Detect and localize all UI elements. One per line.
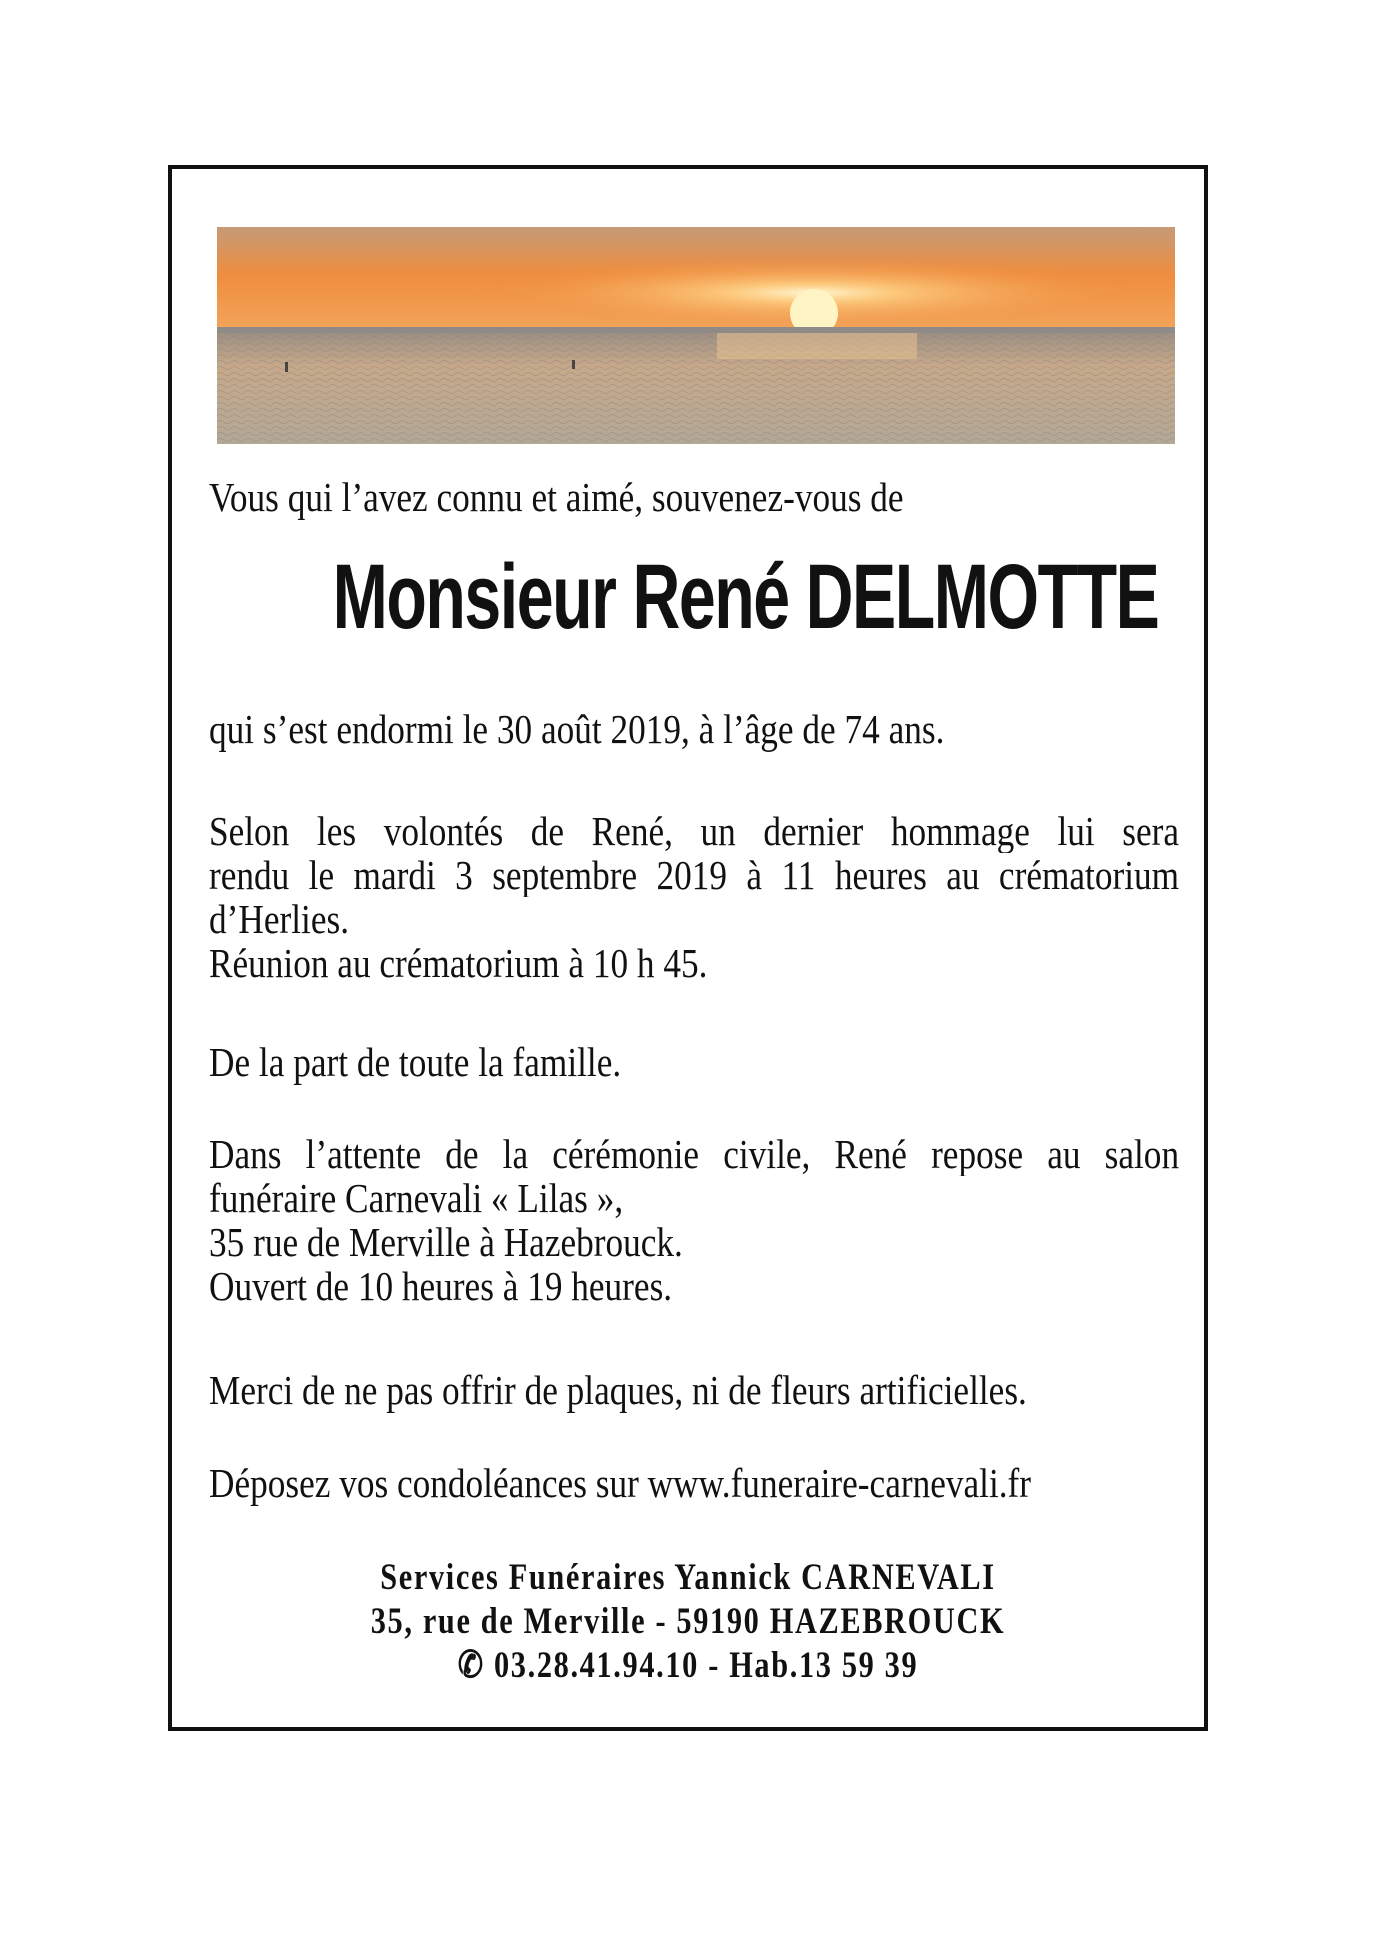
company-address: 35, rue de Merville - 59190 HAZEBROUCK — [370, 1601, 1006, 1642]
company-name: Services Funéraires Yannick CARNEVALI — [380, 1557, 996, 1598]
deceased-name: Monsieur René DELMOTTE — [332, 546, 1159, 648]
company-phone: ✆ 03.28.41.94.10 - Hab.13 59 39 — [457, 1645, 919, 1686]
salon-line: Dans l’attente de la cérémonie civile, René repose au salon — [209, 1132, 1180, 1176]
homage-line: Selon les volontés de René, un dernier hommage lui sera — [209, 809, 1180, 853]
homage-line: d’Herlies. — [209, 896, 350, 942]
family-text: De la part de toute la famille. — [209, 1039, 622, 1085]
salon-line: Ouvert de 10 heures à 19 heures. — [209, 1263, 673, 1309]
salon-line: funéraire Carnevali « Lilas », — [209, 1175, 624, 1221]
sunset-illustration — [217, 227, 1175, 444]
homage-paragraph — [209, 809, 1179, 985]
intro-text: Vous qui l’avez connu et aimé, souvenez-vous de — [209, 474, 904, 520]
salon-paragraph — [209, 1132, 1179, 1308]
salon-line: 35 rue de Merville à Hazebrouck. — [209, 1219, 683, 1265]
flowers-request-text: Merci de ne pas offrir de plaques, ni de fleurs artificielles. — [209, 1367, 1027, 1413]
homage-line: rendu le mardi 3 septembre 2019 à 11 heures au crématorium — [209, 853, 1180, 897]
sunset-banner-image — [217, 227, 1175, 444]
obituary-frame — [168, 165, 1208, 1731]
death-notice-text: qui s’est endormi le 30 août 2019, à l’âge de 74 ans. — [209, 706, 945, 752]
homage-line: Réunion au crématorium à 10 h 45. — [209, 940, 708, 986]
funeral-services-footer — [172, 1556, 1204, 1688]
condolences-text: Déposez vos condoléances sur www.funeraire-carnevali.fr — [209, 1460, 1032, 1506]
